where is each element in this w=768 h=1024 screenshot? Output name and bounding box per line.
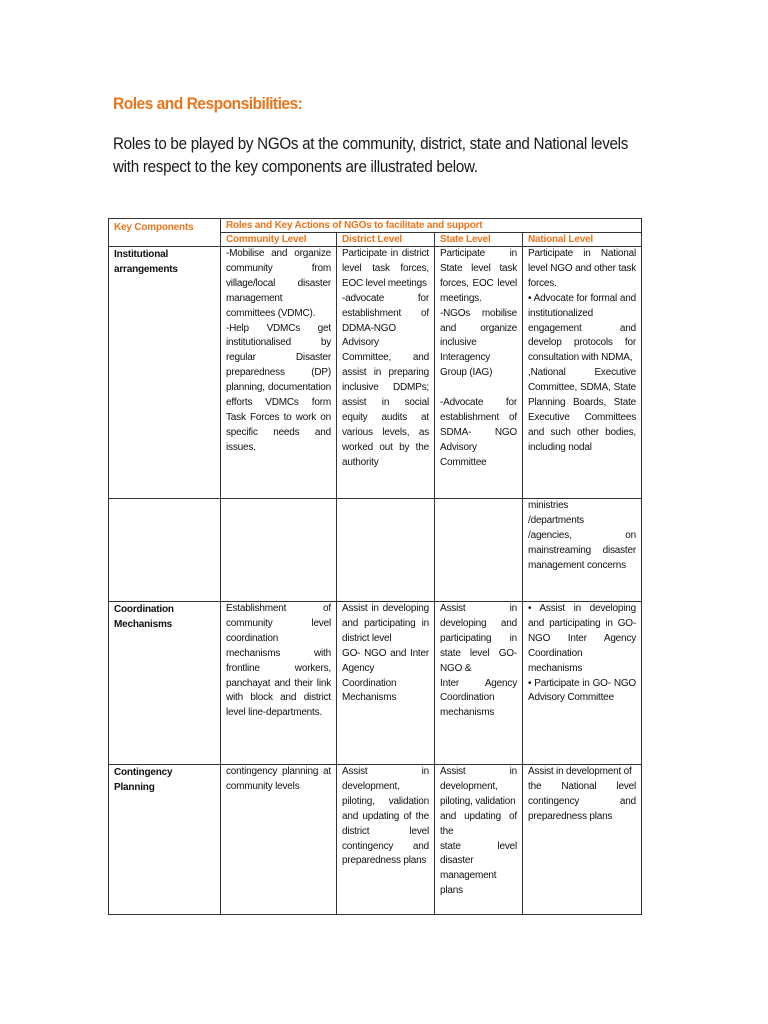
table-row (109, 602, 642, 765)
district-level-header: District Level (337, 233, 435, 247)
table-row (109, 765, 642, 915)
row-component: Coordination Mechanisms (109, 602, 221, 765)
intro-paragraph: Roles to be played by NGOs at the community, district, state and National levels with respect to the key components are illustrated below. (113, 135, 629, 176)
row-state: Assist in development, piloting, validation and updating of the state level disaster management plans (435, 765, 523, 915)
table-header-row (109, 219, 642, 233)
row-district (337, 499, 435, 602)
row-state (435, 499, 523, 602)
row-community: Establishment of community level coordination mechanisms with frontline workers, panchayat and their link with block and district level line-departments. (221, 602, 337, 765)
row-community: -Mobilise and organize community from village/local disaster management committees (VDMC). -Help VDMCs get institutionalised by regular Disaster preparedness (DP) planning, documentation efforts VDMCs form Task Forces to work on specific needs and issues. (221, 247, 337, 499)
row-component (109, 499, 221, 602)
row-national: Assist in development of the National level contingency and preparedness plans (523, 765, 642, 915)
roles-table (108, 218, 642, 915)
roles-header: Roles and Key Actions of NGOs to facilitate and support (221, 219, 642, 233)
table-row (109, 499, 642, 602)
state-level-header: State Level (435, 233, 523, 247)
table-row (109, 247, 642, 499)
row-state: Participate in State level task forces, EOC level meetings. -NGOs mobilise and organize inclusive Interagency Group (IAG) -Advocate for establishment of SDMA- NGO Advisory Committee (435, 247, 523, 499)
row-community (221, 499, 337, 602)
row-district: Assist in development, piloting, validation and updating of the district level contingency and preparedness plans (337, 765, 435, 915)
row-component: Institutional arrangements (109, 247, 221, 499)
row-district: Participate in district level task forces, EOC level meetings -advocate for establishment of DDMA-NGO Advisory Committee, and assist in preparing inclusive DDMPs; assist in social equity audits at various levels, as worked out by the authority (337, 247, 435, 499)
row-district: Assist in developing and participating in district level GO- NGO and Inter Agency Coordination Mechanisms (337, 602, 435, 765)
row-community: contingency planning at community levels (221, 765, 337, 915)
community-level-header: Community Level (221, 233, 337, 247)
row-state: Assist in developing and participating in state level GO- NGO & Inter Agency Coordination mechanisms (435, 602, 523, 765)
national-level-header: National Level (523, 233, 642, 247)
row-component: Contingency Planning (109, 765, 221, 915)
row-national: • Assist in developing and participating in GO- NGO Inter Agency Coordination mechanisms • Participate in GO- NGO Advisory Committee (523, 602, 642, 765)
section-heading: Roles and Responsibilities: (113, 94, 303, 113)
key-components-header: Key Components (109, 219, 221, 247)
row-national: Participate in National level NGO and other task forces. • Advocate for formal and institutionalized engagement and develop protocols for consultation with NDMA, ,National Executive Committee, SDMA, State Planning Boards, State Executive Committees and such other bodies, including nodal (523, 247, 642, 499)
row-national: ministries /departments /agencies, on mainstreaming disaster management concerns (523, 499, 642, 602)
